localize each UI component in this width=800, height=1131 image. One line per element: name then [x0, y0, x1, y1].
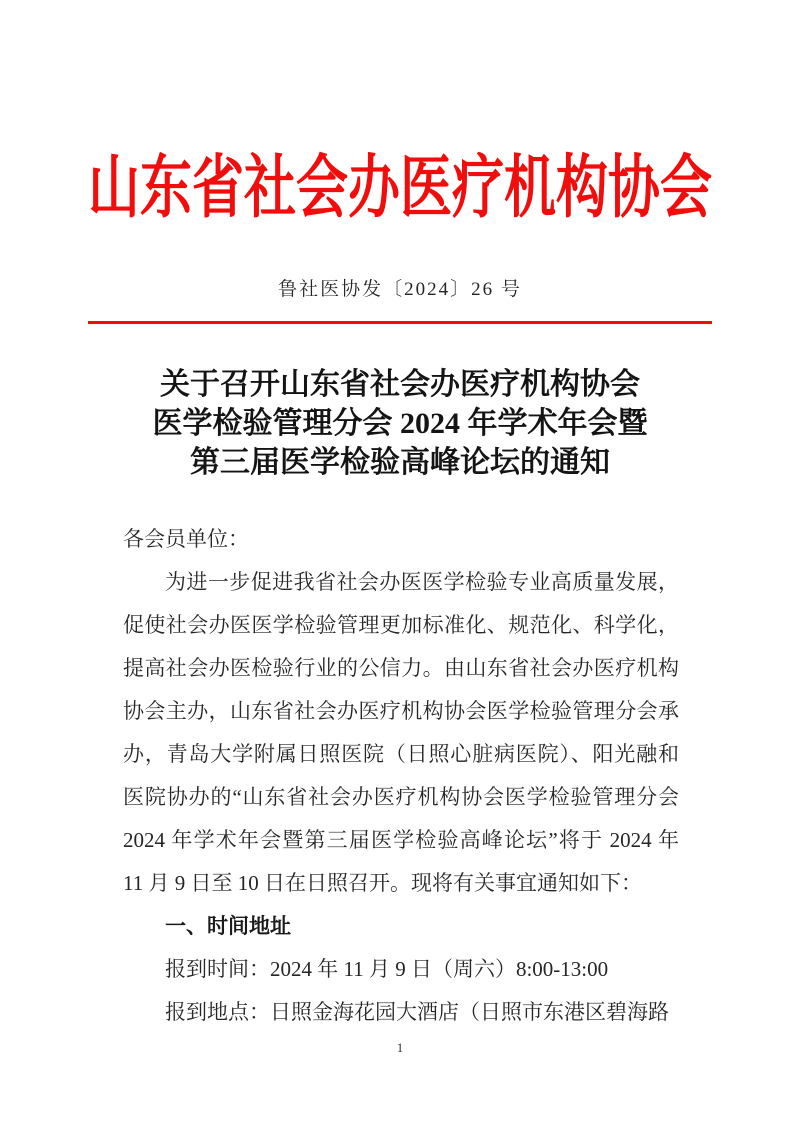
body-line: 11 月 9 日至 10 日在日照召开。现将有关事宜通知如下：: [123, 871, 642, 895]
body-line: 医院协办的“山东省社会办医疗机构协会医学检验管理分会: [123, 785, 679, 809]
body-text: [123, 518, 679, 1034]
document-title-line: 关于召开山东省社会办医疗机构协会: [160, 368, 640, 401]
red-divider-line: [88, 321, 712, 324]
body-line: 促使社会办医医学检验管理更加标准化、规范化、科学化，: [123, 613, 679, 637]
document-title: [60, 365, 740, 482]
salutation: 各会员单位：: [123, 527, 249, 551]
org-title: 山东省社会办医疗机构协会: [87, 151, 712, 227]
body-line: 报到地点：日照金海花园大酒店（日照市东港区碧海路: [165, 1000, 669, 1024]
document-title-line: 医学检验管理分会 2024 年学术年会暨: [152, 407, 648, 440]
body-line: 报到时间：2024 年 11 月 9 日（周六）8:00-13:00: [165, 957, 609, 981]
page-number: 1: [396, 1040, 404, 1055]
body-line: 办，青岛大学附属日照医院（日照心脏病医院）、阳光融和: [123, 742, 679, 766]
section-heading: 一、时间地址: [165, 915, 291, 938]
body-line: 提高社会办医检验行业的公信力。由山东省社会办医疗机构: [123, 656, 679, 680]
document-title-line: 第三届医学检验高峰论坛的通知: [190, 446, 610, 479]
body-line: 协会主办，山东省社会办医疗机构协会医学检验管理分会承: [123, 699, 679, 723]
body-line: 为进一步促进我省社会办医医学检验专业高质量发展，: [165, 570, 679, 594]
body-line: 2024 年学术年会暨第三届医学检验高峰论坛”将于 2024 年: [123, 828, 679, 852]
doc-number: 鲁社医协发〔2024〕26 号: [278, 279, 522, 300]
